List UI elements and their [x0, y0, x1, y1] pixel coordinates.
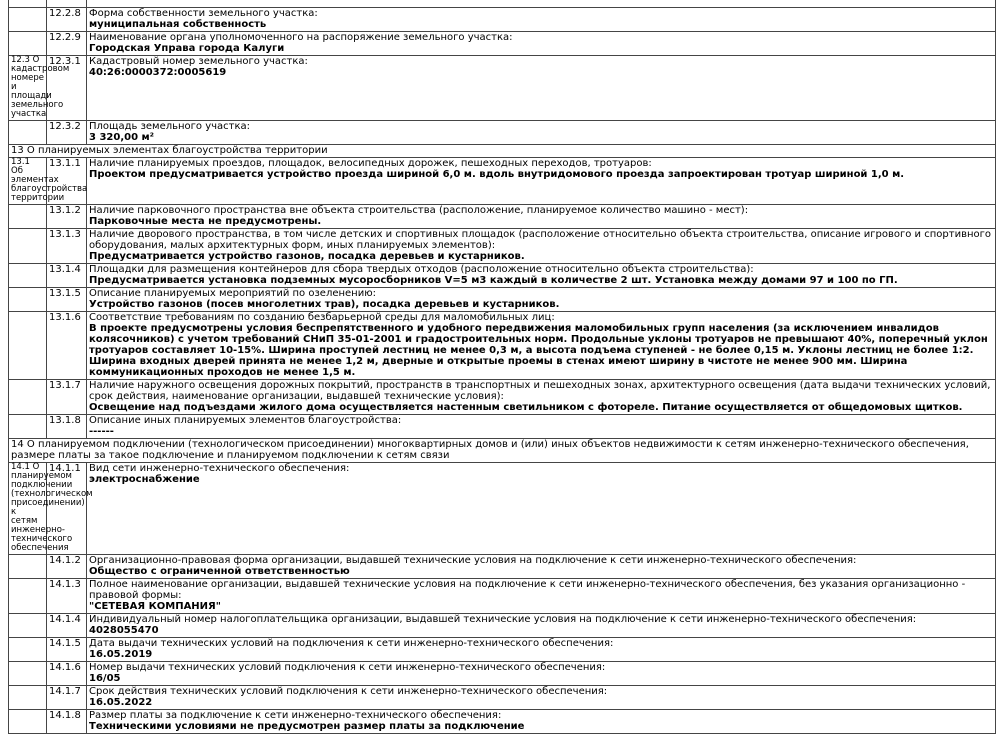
cutoff-row [9, 0, 996, 8]
field-value: "СЕТЕВАЯ КОМПАНИЯ" [89, 601, 221, 612]
field-value: Проектом предусматривается устройство проезда шириной 6,0 м. вдоль внутридомового проезда запроектирован тротуар шириной 1,0 м. [89, 169, 905, 180]
field-cell [87, 264, 996, 288]
field-cell [87, 158, 996, 205]
field-label: Наличие планируемых проездов, площадок, велосипедных дорожек, пешеходных переходов, тротуаров: [89, 158, 652, 169]
group-label-cell [9, 555, 47, 579]
row-number: 13.1.3 [47, 229, 87, 264]
group-label-cell [9, 288, 47, 312]
table-row [9, 158, 996, 205]
field-cell [87, 686, 996, 710]
field-value: Освещение над подъездами жилого дома осуществляется настенным светильником с фотореле. Питание осуществляется от общедомовых щитков. [89, 402, 963, 413]
row-number: 13.1.7 [47, 380, 87, 415]
row-number: 12.3.1 [47, 56, 87, 121]
field-cell [87, 579, 996, 614]
group-label-cell [9, 614, 47, 638]
field-cell [87, 205, 996, 229]
row-number: 13.1.6 [47, 312, 87, 380]
row-number: 12.2.9 [47, 32, 87, 56]
table-row [9, 614, 996, 638]
field-cell [87, 8, 996, 32]
table-row [9, 380, 996, 415]
field-label: Соответствие требованиям по созданию безбарьерной среды для маломобильных лиц: [89, 312, 555, 323]
table-row [9, 638, 996, 662]
group-label-cell [9, 264, 47, 288]
table-row [9, 415, 996, 439]
field-label: Площадь земельного участка: [89, 121, 251, 132]
field-value: 16/05 [89, 673, 121, 684]
field-value: Городская Управа города Калуги [89, 43, 285, 54]
field-cell [87, 56, 996, 121]
field-label: Площадки для размещения контейнеров для сбора твердых отходов (расположение относительно объекта строительства): [89, 264, 754, 275]
field-value: 40:26:0000372:0005619 [89, 67, 227, 78]
group-label-cell [9, 662, 47, 686]
row-number: 14.1.4 [47, 614, 87, 638]
field-value: Устройство газонов (посев многолетних трав), посадка деревьев и кустарников. [89, 299, 560, 310]
field-cell [87, 710, 996, 734]
field-label: Размер платы за подключение к сети инженерно-технического обеспечения: [89, 710, 502, 721]
field-value: ------ [89, 426, 114, 437]
table-row [9, 312, 996, 380]
group-label-cell [9, 380, 47, 415]
field-value: 16.05.2019 [89, 649, 153, 660]
table-row [9, 121, 996, 145]
row-number: 13.1.5 [47, 288, 87, 312]
table-row [9, 229, 996, 264]
field-cell [87, 614, 996, 638]
group-label-cell: 14.1 О планируемом подключении (технологическом присоединении) к сетям инженерно-технического обеспечения [9, 463, 47, 555]
section-header-row [9, 439, 996, 463]
group-label-cell [9, 579, 47, 614]
row-number: 14.1.1 [47, 463, 87, 555]
row-number: 12.3.2 [47, 121, 87, 145]
group-label-cell [9, 312, 47, 380]
declaration-table [8, 0, 996, 734]
table-row [9, 662, 996, 686]
field-label: Описание планируемых мероприятий по озеленению: [89, 288, 376, 299]
row-number: 13.1.2 [47, 205, 87, 229]
field-cell [87, 415, 996, 439]
table-row [9, 463, 996, 555]
table-row [9, 686, 996, 710]
field-value: 3 320,00 м² [89, 132, 155, 143]
group-label-cell [9, 710, 47, 734]
field-cell [87, 288, 996, 312]
table-row [9, 8, 996, 32]
table-row [9, 288, 996, 312]
row-number: 13.1.1 [47, 158, 87, 205]
row-number: 12.2.8 [47, 8, 87, 32]
row-number: 14.1.8 [47, 710, 87, 734]
group-label-cell [9, 121, 47, 145]
cutoff-cell [87, 0, 996, 8]
field-value: электроснабжение [89, 474, 200, 485]
field-label: Индивидуальный номер налогоплательщика организации, выдавшей технические условия на подключение к сети инженерно-технического обеспечения: [89, 614, 917, 625]
field-value: Предусматривается устройство газонов, посадка деревьев и кустарников. [89, 251, 525, 262]
row-number: 14.1.7 [47, 686, 87, 710]
row-number: 14.1.5 [47, 638, 87, 662]
field-cell [87, 638, 996, 662]
cutoff-cell [47, 0, 87, 8]
group-label-cell [9, 205, 47, 229]
field-cell [87, 32, 996, 56]
field-cell [87, 662, 996, 686]
table-row [9, 579, 996, 614]
field-cell [87, 121, 996, 145]
field-label: Наличие дворового пространства, в том числе детских и спортивных площадок (расположение относительно объекта строительства, описание игрового и спортивного оборудования, малых архитектурных форм, иных планируемых элементов): [89, 229, 991, 251]
field-cell [87, 312, 996, 380]
row-number: 14.1.2 [47, 555, 87, 579]
field-value: Техническими условиями не предусмотрен размер платы за подключение [89, 721, 525, 732]
row-number: 13.1.4 [47, 264, 87, 288]
field-cell [87, 555, 996, 579]
field-value: Предусматривается установка подземных мусоросборников V=5 м3 каждый в количестве 2 шт. Установка между домами 97 и 100 по ГП. [89, 275, 898, 286]
table-row [9, 32, 996, 56]
row-number: 14.1.6 [47, 662, 87, 686]
cutoff-cell [9, 0, 47, 8]
section-header: 14 О планируемом подключении (технологическом присоединении) многоквартирных домов и (или) иных объектов недвижимости к сетям инженерно-технического обеспечения, размере платы за такое подключение и планируемом подключении к сетям связи [9, 439, 996, 463]
field-label: Наименование органа уполномоченного на распоряжение земельного участка: [89, 32, 513, 43]
field-label: Наличие наружного освещения дорожных покрытий, пространств в транспортных и пешеходных зонах, архитектурного освещения (дата выдачи технических условий, срок действия, наименование организации, выдавшей технические условия): [89, 380, 991, 402]
table-row [9, 205, 996, 229]
field-label: Кадастровый номер земельного участка: [89, 56, 308, 67]
field-label: Наличие парковочного пространства вне объекта строительства (расположение, планируемое количество машино - мест): [89, 205, 749, 216]
group-label-cell [9, 415, 47, 439]
group-label-cell [9, 229, 47, 264]
field-cell [87, 229, 996, 264]
field-label: Описание иных планируемых элементов благоустройства: [89, 415, 402, 426]
field-label: Организационно-правовая форма организации, выдавшей технические условия на подключение к сети инженерно-технического обеспечения: [89, 555, 857, 566]
row-number: 14.1.3 [47, 579, 87, 614]
field-value: В проекте предусмотрены условия беспрепятственного и удобного передвижения маломобильных групп населения (за исключением инвалидов колясочников) с учетом требований СНиП 35-01-2001 и градостроительных норм. Продольные уклоны тротуаров не превышают 40%, поперечный уклон тротуаров составляет 10-15%. Ширина проступей лестниц не менее 0,3 м, а высота подъема ступеней - не более 0,15 м. Уклоны лестниц не более 1:2. Ширина входных дверей принята не менее 1,2 м, дверные и открытые проемы в стенах имеют ширину в чистоте не менее 900 мм. Ширина коммуникационных проходов не менее 1,5 м. [89, 323, 988, 378]
table-row [9, 264, 996, 288]
row-number: 13.1.8 [47, 415, 87, 439]
table-row [9, 56, 996, 121]
group-label-cell [9, 8, 47, 32]
field-cell [87, 380, 996, 415]
field-value: Парковочные места не предусмотрены. [89, 216, 322, 227]
field-label: Дата выдачи технических условий на подключения к сети инженерно-технического обеспечения: [89, 638, 614, 649]
group-label-cell: 13.1 Об элементах благоустройства территории [9, 158, 47, 205]
field-value: 4028055470 [89, 625, 159, 636]
group-label-cell: 12.3 О кадастровом номере и площади земельного участка [9, 56, 47, 121]
field-value: 16.05.2022 [89, 697, 153, 708]
field-label: Форма собственности земельного участка: [89, 8, 318, 19]
field-label: Номер выдачи технических условий подключения к сети инженерно-технического обеспечения: [89, 662, 606, 673]
field-label: Срок действия технических условий подключения к сети инженерно-технического обеспечения: [89, 686, 608, 697]
table-row [9, 555, 996, 579]
group-label-cell [9, 638, 47, 662]
field-cell [87, 463, 996, 555]
table-row [9, 710, 996, 734]
field-value: муниципальная собственность [89, 19, 267, 30]
group-label-cell [9, 32, 47, 56]
section-header-row [9, 145, 996, 158]
declaration-table-body [9, 0, 996, 734]
field-value: Общество с ограниченной ответственностью [89, 566, 350, 577]
field-label: Полное наименование организации, выдавшей технические условия на подключение к сети инженерно-технического обеспечения, без указания организационно - правовой формы: [89, 579, 966, 601]
section-header: 13 О планируемых элементах благоустройства территории [9, 145, 996, 158]
field-label: Вид сети инженерно-технического обеспечения: [89, 463, 350, 474]
group-label-cell [9, 686, 47, 710]
